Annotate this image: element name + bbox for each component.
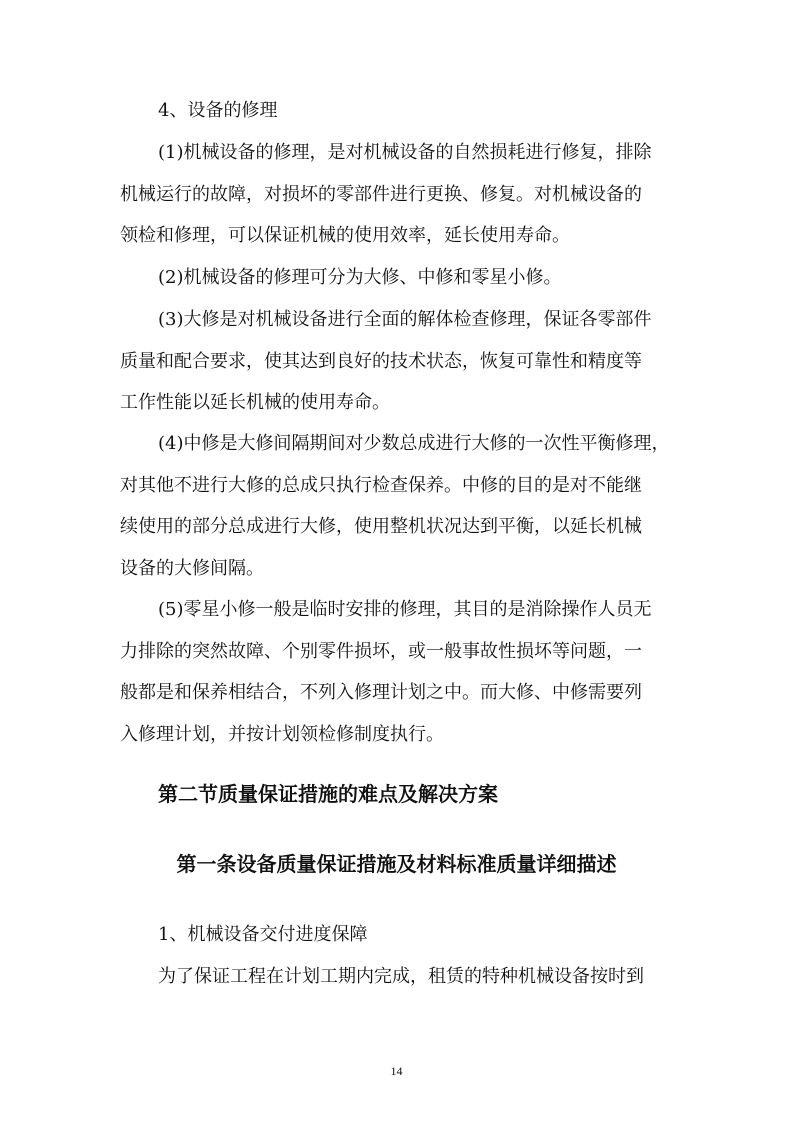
paragraph-line: 续使用的部分总成进行大修，使用整机状况达到平衡，以延长机械 <box>120 516 642 537</box>
paragraph-2 <box>120 257 680 299</box>
paragraph-line: 质量和配合要求，使其达到良好的技术状态，恢复可靠性和精度等 <box>120 350 642 372</box>
article-heading: 第一条设备质量保证措施及材料标准质量详细描述 <box>176 852 617 876</box>
paragraph-line: (5)零星小修一般是临时安排的修理，其目的是消除操作人员无 <box>158 599 652 620</box>
paragraph-line: 机械运行的故障，对损坏的零部件进行更换、修复。对机械设备的 <box>120 183 642 205</box>
paragraph-3 <box>120 299 680 424</box>
subheading-text: 1、机械设备交付进度保障 <box>158 924 368 945</box>
paragraph-line: 般都是和保养相结合，不列入修理计划之中。而大修、中修需要列 <box>120 682 642 703</box>
paragraph-line: 为了保证工程在计划工期内完成，租赁的特种机械设备按时到 <box>158 966 644 987</box>
paragraph-line: 对其他不进行大修的总成只执行检查保养。中修的目的是对不能继 <box>120 474 642 496</box>
paragraph-line: (2)机械设备的修理可分为大修、中修和零星小修。 <box>158 267 562 288</box>
paragraph-line: 入修理计划，并按计划领检修制度执行。 <box>120 723 444 745</box>
paragraph-6 <box>120 956 680 998</box>
paragraph-line: 工作性能以延长机械的使用寿命。 <box>120 392 390 413</box>
paragraph-line: (4)中修是大修间隔期间对少数总成进行大修的一次性平衡修理， <box>158 433 670 454</box>
heading-equipment-repair <box>120 90 680 132</box>
heading-text: 4、设备的修理 <box>158 100 278 121</box>
subheading-delivery-schedule <box>120 914 680 956</box>
paragraph-line: (1)机械设备的修理，是对机械设备的自然损耗进行修复，排除 <box>158 142 652 163</box>
paragraph-line: 领检和修理，可以保证机械的使用效率，延长使用寿命。 <box>120 225 570 246</box>
paragraph-5 <box>120 589 680 755</box>
paragraph-line: 设备的大修间隔。 <box>120 557 264 579</box>
page-number: 14 <box>390 1064 403 1078</box>
paragraph-line: (3)大修是对机械设备进行全面的解体检查修理，保证各零部件 <box>158 309 652 330</box>
paragraph-1 <box>120 132 680 257</box>
section-heading: 第二节质量保证措施的难点及解决方案 <box>158 782 498 806</box>
paragraph-line: 力排除的突然故障、个别零件损坏，或一般事故性损坏等问题，一 <box>120 640 642 662</box>
paragraph-4 <box>120 423 680 589</box>
